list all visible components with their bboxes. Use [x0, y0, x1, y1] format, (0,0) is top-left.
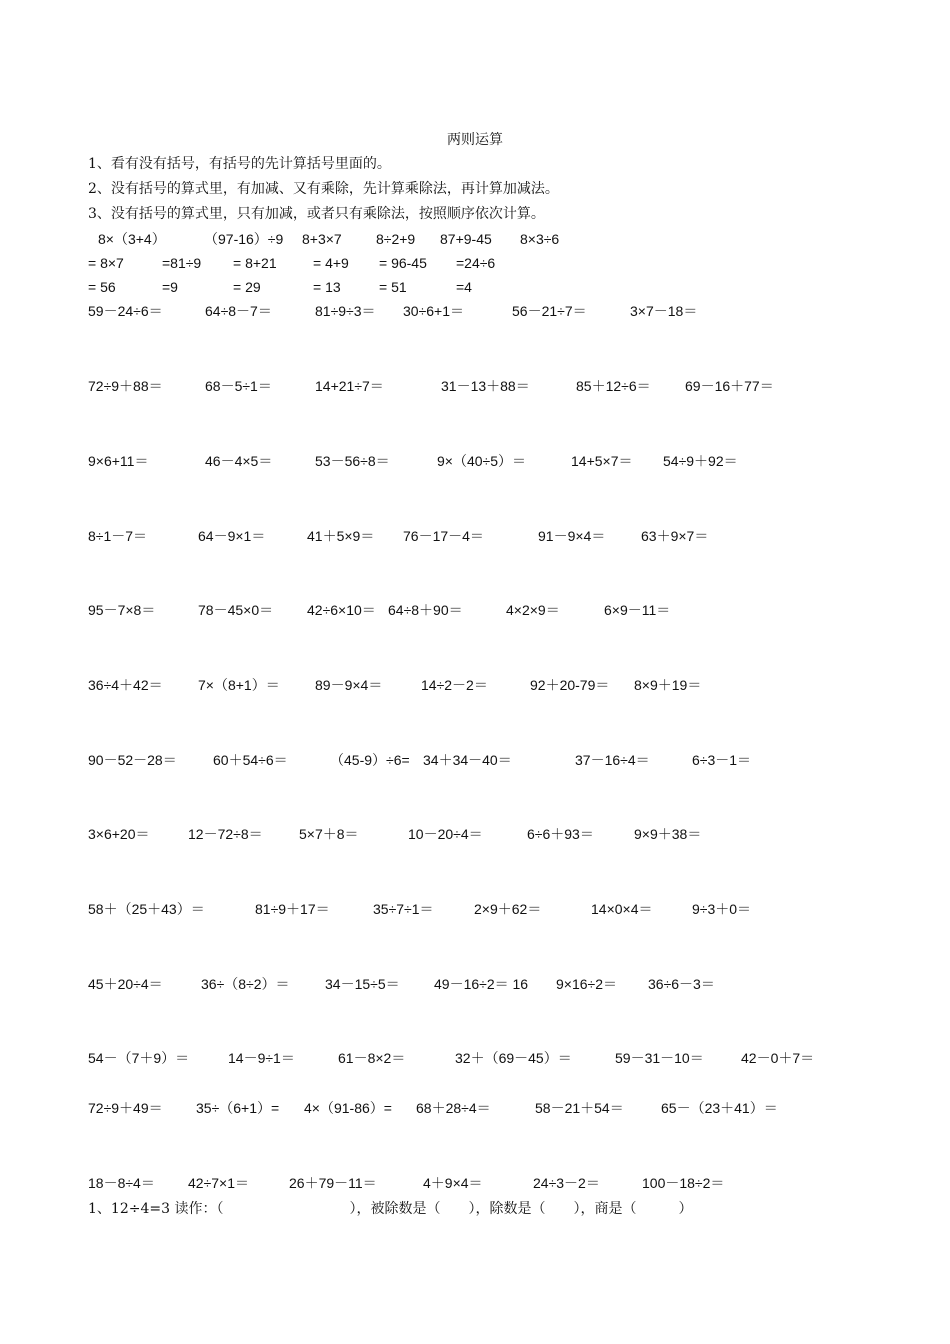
exercise-item: 65－（23＋41）＝	[661, 1100, 778, 1116]
exercise-item: 18－8÷4＝	[88, 1175, 155, 1191]
example-step: =24÷6	[456, 255, 496, 271]
exercise-item: 61－8×2＝	[338, 1050, 406, 1066]
exercise-item: 7×（8+1）＝	[198, 677, 280, 693]
exercise-item: 58－21＋54＝	[535, 1100, 624, 1116]
exercise-item: 30÷6+1＝	[403, 303, 465, 319]
exercise-item: 9×9＋38＝	[634, 826, 702, 842]
example-step: = 8×7	[88, 255, 124, 271]
exercise-item: 56－21÷7＝	[512, 303, 587, 319]
example-step: =81÷9	[162, 255, 202, 271]
exercise-item: 64÷8＋90＝	[388, 602, 463, 618]
exercise-item: 14+21÷7＝	[315, 378, 384, 394]
exercise-item: 78－45×0＝	[198, 602, 274, 618]
exercise-item: 37－16÷4＝	[575, 752, 650, 768]
exercise-item: 4×2×9＝	[506, 602, 560, 618]
exercise-item: 4＋9×4＝	[423, 1175, 483, 1191]
exercise-item: 9×6+11＝	[88, 453, 149, 469]
rule-3: 3、没有括号的算式里，只有加减，或者只有乘除法，按照顺序依次计算。	[88, 206, 545, 222]
exercise-item: 64÷8－7＝	[205, 303, 272, 319]
exercise-item: 6÷3－1＝	[692, 752, 752, 768]
exercise-item: 92＋20-79＝	[530, 677, 610, 693]
exercise-item: 26＋79－11＝	[289, 1175, 377, 1191]
exercise-item: 63＋9×7＝	[641, 528, 709, 544]
exercise-item: 6÷6＋93＝	[527, 826, 594, 842]
exercise-item: 3×6+20＝	[88, 826, 150, 842]
rule-2: 2、没有括号的算式里，有加减、又有乘除，先计算乘除法，再计算加减法。	[88, 181, 559, 197]
exercise-item: 9×16÷2＝	[556, 976, 618, 992]
example-step: = 29	[233, 279, 261, 295]
exercise-item: 10－20÷4＝	[408, 826, 483, 842]
exercise-item: 42－0＋7＝	[741, 1050, 815, 1066]
exercise-item: 6×9－11＝	[604, 602, 671, 618]
exercise-item: 36÷6－3＝	[648, 976, 715, 992]
exercise-item: 35÷（6+1）=	[196, 1100, 280, 1116]
exercise-item: 14×0×4＝	[591, 901, 653, 917]
exercise-item: 8÷1－7＝	[88, 528, 148, 544]
exercise-item: 9×（40÷5）＝	[437, 453, 527, 469]
example-step: 8+3×7	[302, 231, 342, 247]
exercise-item: 49－16÷2＝ 16	[434, 976, 529, 992]
exercise-item: 68－5÷1＝	[205, 378, 272, 394]
example-step: 87+9-45	[440, 231, 492, 247]
exercise-item: 68＋28÷4＝	[416, 1100, 491, 1116]
exercise-item: （45-9）÷6=	[330, 752, 410, 768]
exercise-item: 31－13＋88＝	[441, 378, 530, 394]
exercise-item: 81÷9＋17＝	[255, 901, 330, 917]
example-step: =9	[162, 279, 178, 295]
exercise-item: 8×9＋19＝	[634, 677, 702, 693]
exercise-item: 46－4×5＝	[205, 453, 273, 469]
exercise-item: 32＋（69－45）＝	[455, 1050, 572, 1066]
exercise-item: 60＋54÷6＝	[213, 752, 288, 768]
exercise-item: 2×9＋62＝	[474, 901, 542, 917]
example-step: 8×（3+4）	[98, 231, 166, 247]
exercise-item: 85＋12÷6＝	[576, 378, 651, 394]
example-step: 8×3÷6	[520, 231, 560, 247]
exercise-item: 54－（7＋9）＝	[88, 1050, 190, 1066]
exercise-item: 90－52－28＝	[88, 752, 177, 768]
exercise-item: 72÷9＋88＝	[88, 378, 163, 394]
exercise-item: 89－9×4＝	[315, 677, 383, 693]
example-step: 8÷2+9	[376, 231, 416, 247]
exercise-item: 9÷3＋0＝	[692, 901, 752, 917]
exercise-item: 69－16＋77＝	[685, 378, 774, 394]
example-step: （97-16）÷9	[204, 231, 284, 247]
exercise-item: 53－56÷8＝	[315, 453, 390, 469]
exercise-item: 36÷4＋42＝	[88, 677, 163, 693]
exercise-item: 54÷9＋92＝	[663, 453, 738, 469]
exercise-item: 5×7＋8＝	[299, 826, 359, 842]
rule-1: 1、看有没有括号，有括号的先计算括号里面的。	[88, 156, 391, 172]
exercise-item: 45＋20÷4＝	[88, 976, 163, 992]
exercise-item: 3×7－18＝	[630, 303, 698, 319]
exercise-item: 42÷7×1＝	[188, 1175, 250, 1191]
exercise-item: 64－9×1＝	[198, 528, 266, 544]
exercise-item: 24÷3－2＝	[533, 1175, 600, 1191]
exercise-item: 12－72÷8＝	[188, 826, 263, 842]
exercise-item: 58＋（25＋43）＝	[88, 901, 205, 917]
exercise-item: 36÷（8÷2）＝	[201, 976, 290, 992]
exercise-item: 42÷6×10＝	[307, 602, 376, 618]
example-step: = 51	[379, 279, 407, 295]
exercise-item: 59－24÷6＝	[88, 303, 163, 319]
exercise-item: 14－9÷1＝	[228, 1050, 295, 1066]
exercise-item: 14+5×7＝	[571, 453, 633, 469]
exercise-item: 72÷9＋49＝	[88, 1100, 163, 1116]
example-step: = 4+9	[313, 255, 349, 271]
exercise-item: 14÷2－2＝	[421, 677, 488, 693]
example-step: =4	[456, 279, 472, 295]
exercise-item: 100－18÷2＝	[642, 1175, 725, 1191]
exercise-item: 4×（91-86）=	[304, 1100, 392, 1116]
exercise-item: 41＋5×9＝	[307, 528, 375, 544]
exercise-item: 76－17－4＝	[403, 528, 484, 544]
example-step: = 56	[88, 279, 116, 295]
exercise-item: 35÷7÷1＝	[373, 901, 434, 917]
footer-question: 1、12÷4=3 读作：（ ），被除数是（ ），除数是（ ），商是（ ）	[88, 1201, 693, 1217]
exercise-item: 34－15÷5＝	[325, 976, 400, 992]
exercise-item: 34＋34－40＝	[423, 752, 512, 768]
example-step: = 96-45	[379, 255, 427, 271]
exercise-item: 59－31－10＝	[615, 1050, 704, 1066]
example-step: = 8+21	[233, 255, 277, 271]
exercise-item: 95－7×8＝	[88, 602, 156, 618]
page-title: 两则运算	[447, 132, 503, 148]
exercise-item: 81÷9÷3＝	[315, 303, 376, 319]
exercise-item: 91－9×4＝	[538, 528, 606, 544]
example-step: = 13	[313, 279, 341, 295]
